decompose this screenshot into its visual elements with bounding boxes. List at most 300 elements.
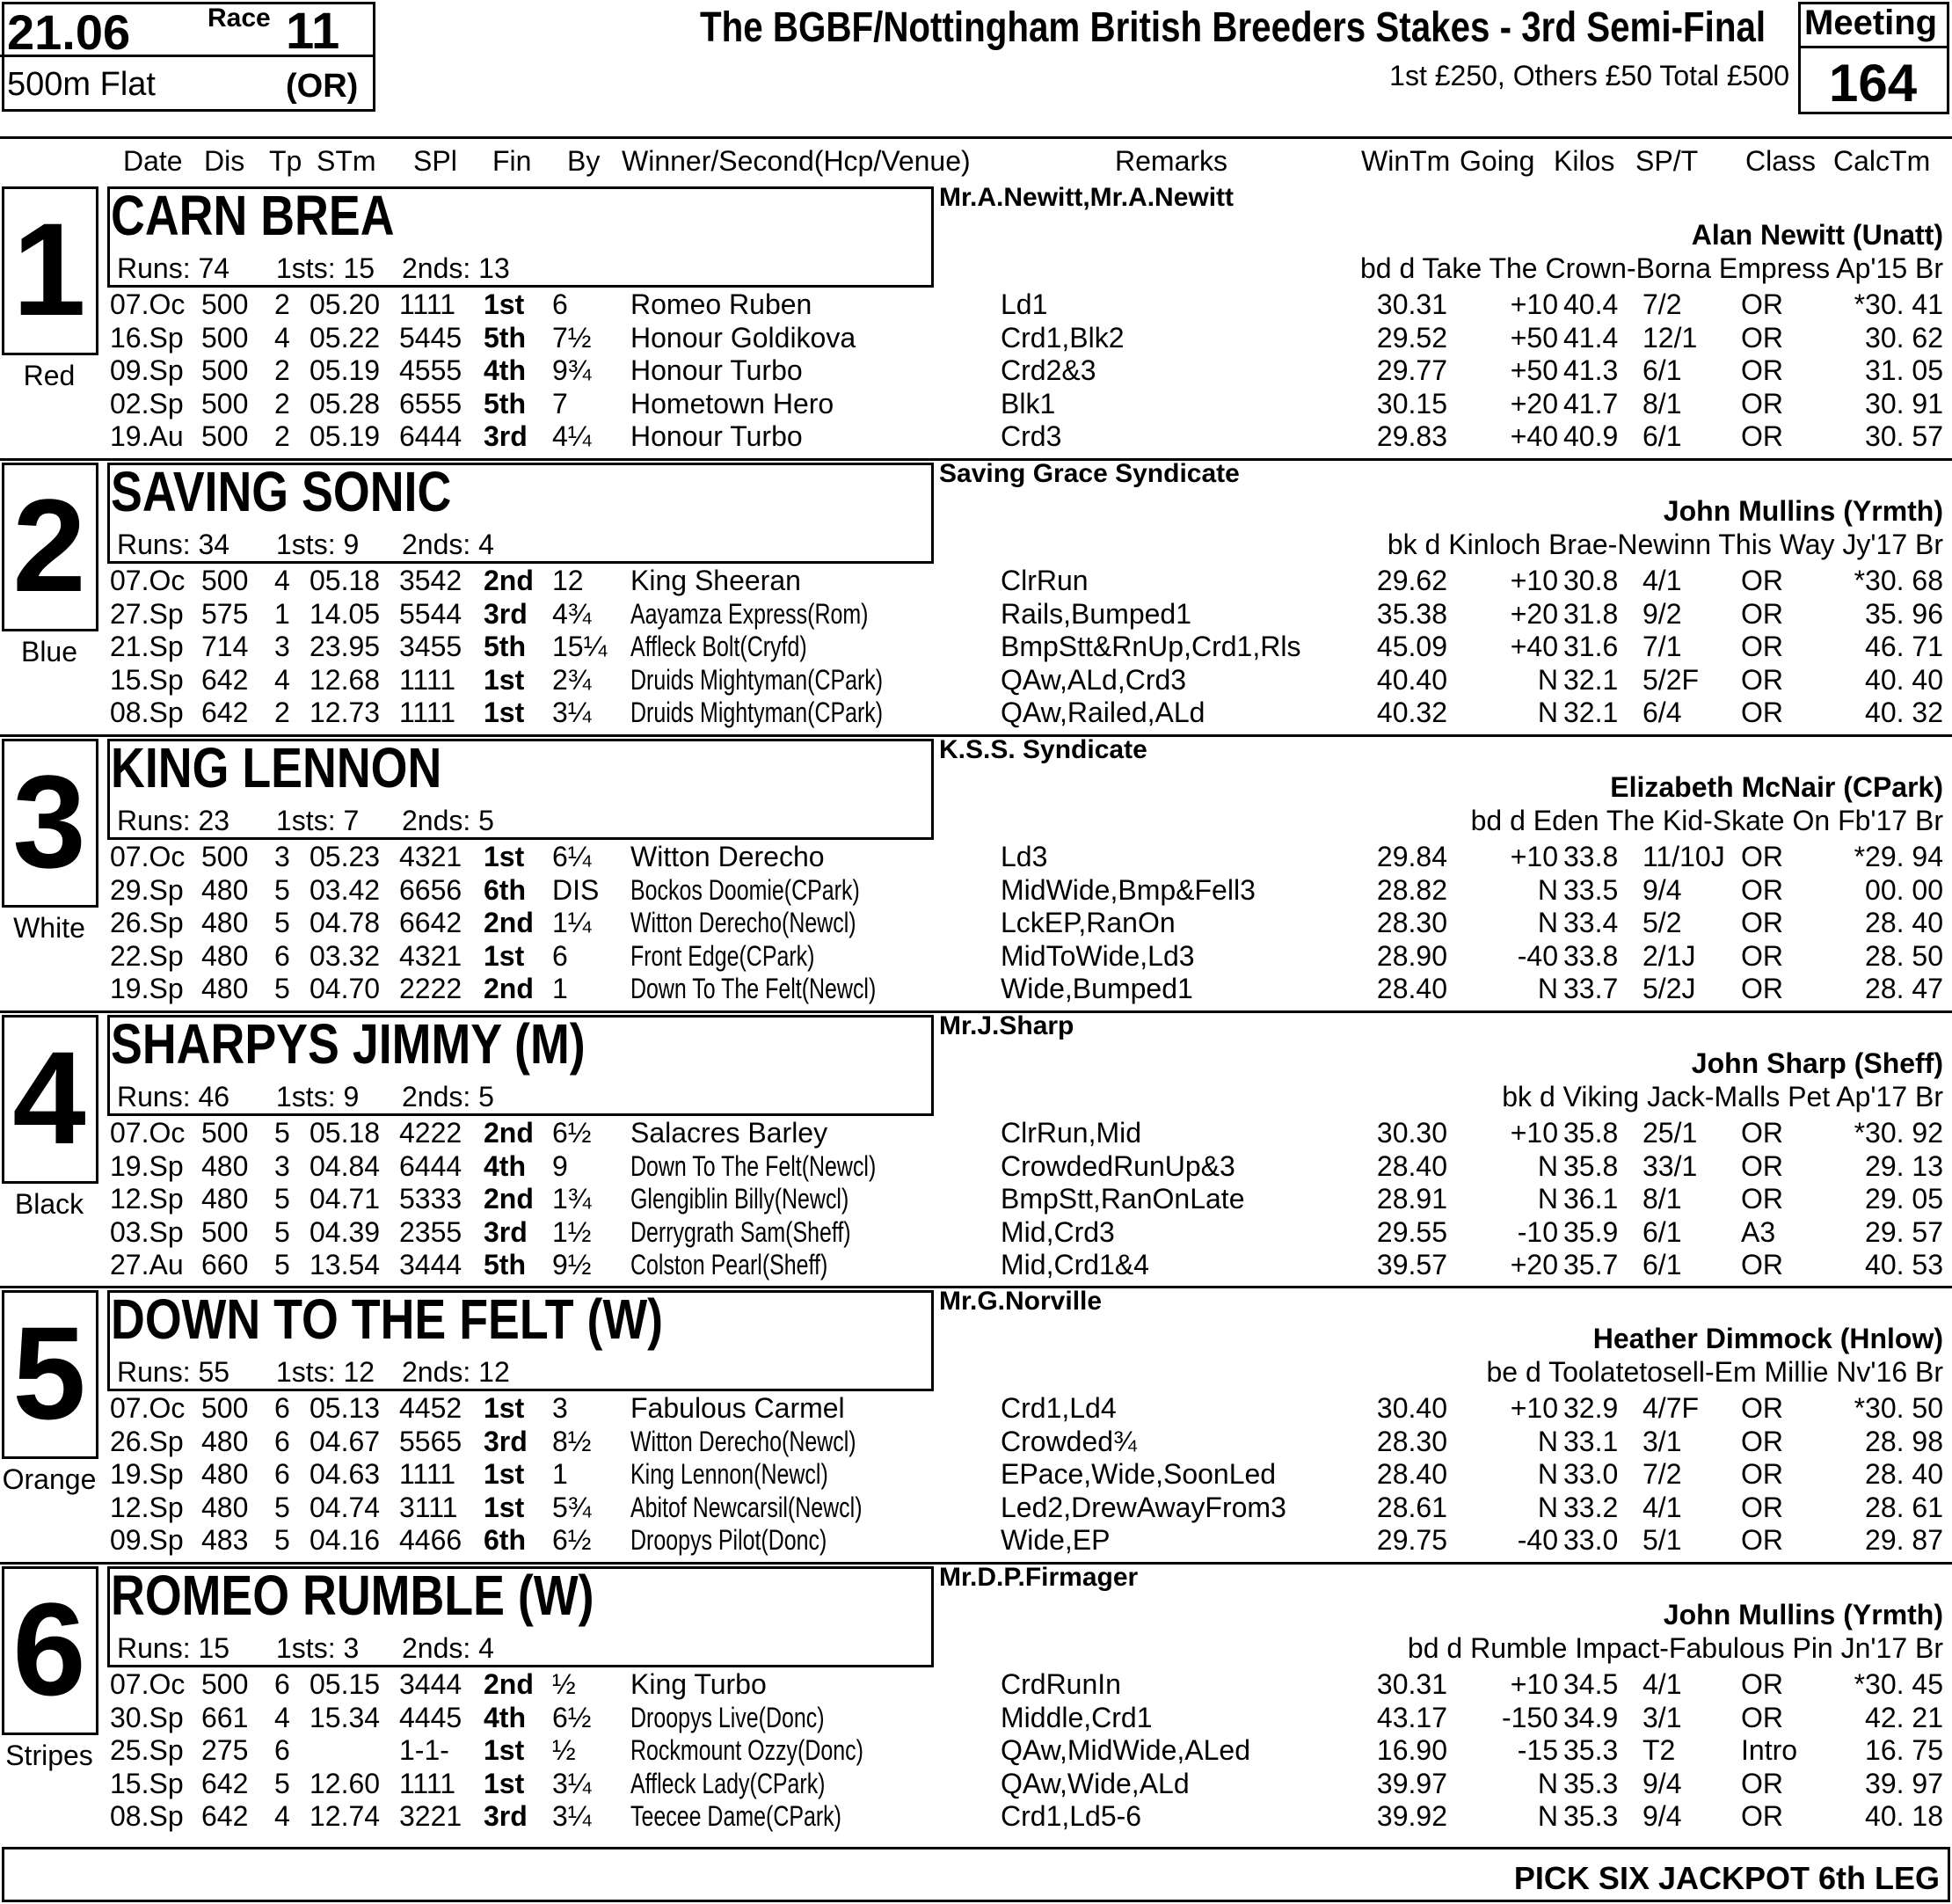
form-date: 07.Oc	[110, 841, 186, 872]
col-spl: SPl	[413, 145, 457, 177]
breeding: bd d Rumble Impact-Fabulous Pin Jn'17 Br	[1407, 1632, 1943, 1664]
form-tp: 5	[274, 1215, 290, 1248]
form-calctm: 29. 13	[1865, 1149, 1943, 1182]
form-winner	[630, 1150, 945, 1183]
breeding: bd d Eden The Kid-Skate On Fb'17 Br	[1470, 805, 1943, 836]
form-class: OR	[1741, 420, 1783, 453]
form-wintm: 45.09	[1376, 631, 1447, 663]
form-winner-text: Bockos Doomie(CPark)	[630, 873, 860, 906]
form-spt: 6/4	[1642, 697, 1682, 729]
form-going: +20	[1510, 387, 1558, 419]
form-stm: 05.13	[310, 1392, 381, 1424]
form-kilos: 32.1	[1563, 697, 1619, 729]
form-class: OR	[1741, 697, 1783, 729]
form-kilos: 35.8	[1563, 1117, 1619, 1149]
form-winner-text: King Lennon(Newcl)	[630, 1458, 828, 1491]
form-winner-text: Droopys Pilot(Donc)	[630, 1524, 827, 1557]
form-calctm: 30. 62	[1865, 321, 1943, 354]
form-going: +10	[1510, 565, 1558, 596]
dog-name-text: CARN BREA	[111, 184, 395, 247]
form-kilos: 33.5	[1563, 873, 1619, 906]
form-date: 08.Sp	[110, 1800, 184, 1833]
form-spl: 4452	[399, 1392, 463, 1424]
form-by: 4¼	[552, 420, 592, 453]
form-remarks: Middle,Crd1	[1001, 1701, 1153, 1733]
form-class: OR	[1741, 1800, 1783, 1833]
form-dis: 661	[201, 1701, 249, 1733]
col-tp: Tp	[269, 145, 302, 177]
form-winner-text: Colston Pearl(Sheff)	[630, 1249, 828, 1281]
trap-colour: White	[13, 912, 85, 944]
breeding: bk d Viking Jack-Malls Pet Ap'17 Br	[1502, 1081, 1943, 1112]
form-spt: 6/1	[1642, 1249, 1682, 1281]
form-class: OR	[1741, 973, 1783, 1005]
form-tp: 5	[274, 973, 290, 1005]
form-stm: 04.84	[310, 1149, 381, 1182]
breeding: bk d Kinloch Brae-Newinn This Way Jy'17 Br	[1387, 529, 1943, 560]
form-spl: 5544	[399, 597, 463, 630]
form-calctm: 28. 47	[1865, 973, 1943, 1005]
form-winner	[630, 1249, 884, 1281]
form-class: A3	[1741, 1215, 1776, 1248]
form-by: 6½	[552, 1117, 592, 1149]
form-stm: 05.22	[310, 321, 381, 354]
form-fin: 2nd	[484, 973, 534, 1005]
form-calctm: 46. 71	[1865, 631, 1943, 663]
form-stm: 04.74	[310, 1491, 381, 1523]
form-dis: 480	[201, 973, 249, 1005]
form-winner	[630, 1734, 929, 1767]
form-wintm: 39.57	[1376, 1249, 1447, 1281]
form-calctm: 28. 40	[1865, 907, 1943, 939]
owner: Mr.G.Norville	[939, 1287, 1103, 1316]
form-class: OR	[1741, 1392, 1783, 1424]
form-winner	[630, 598, 936, 631]
form-stm: 04.16	[310, 1524, 381, 1557]
form-calctm: 40. 32	[1865, 697, 1943, 729]
form-spl: 2222	[399, 973, 463, 1005]
form-winner	[630, 973, 945, 1005]
form-fin: 1st	[484, 1734, 525, 1767]
form-winner: Romeo Ruben	[630, 288, 812, 320]
form-kilos: 35.3	[1563, 1767, 1619, 1799]
meeting-number: 164	[1829, 54, 1918, 113]
race-grade: (OR)	[286, 68, 359, 105]
col-by: By	[567, 145, 601, 177]
form-by: 5¾	[552, 1491, 592, 1523]
form-tp: 6	[274, 939, 290, 972]
owner: Mr.J.Sharp	[939, 1011, 1074, 1040]
form-dis: 480	[201, 1425, 249, 1457]
form-remarks: Wide,Bumped1	[1001, 973, 1193, 1005]
form-tp: 6	[274, 1458, 290, 1491]
trap-number: 6	[12, 1575, 86, 1723]
form-spl: 6555	[399, 387, 463, 419]
form-going: +50	[1510, 354, 1558, 387]
form-class: OR	[1741, 1491, 1783, 1523]
form-going: N	[1537, 1425, 1558, 1457]
form-winner: Honour Goldikova	[630, 321, 856, 354]
trap-colour: Stripes	[5, 1740, 93, 1771]
form-tp: 2	[274, 420, 290, 453]
meeting-divider	[1798, 46, 1949, 48]
form-going: +50	[1510, 321, 1558, 354]
form-dis: 500	[201, 420, 249, 453]
trainer: John Mullins (Yrmth)	[1663, 1599, 1943, 1630]
form-class: OR	[1741, 565, 1783, 596]
form-calctm: *30. 41	[1854, 288, 1943, 320]
form-going: N	[1537, 1183, 1558, 1215]
form-stm: 13.54	[310, 1249, 381, 1281]
form-date: 09.Sp	[110, 1524, 184, 1557]
form-spt: T2	[1642, 1734, 1676, 1767]
form-winner	[630, 1768, 880, 1800]
dog-name-text: DOWN TO THE FELT (W)	[111, 1288, 664, 1351]
form-remarks: ClrRun,Mid	[1001, 1117, 1142, 1149]
footer-text: PICK SIX JACKPOT 6th LEG	[1513, 1860, 1940, 1896]
form-stm: 15.34	[310, 1701, 381, 1733]
form-wintm: 29.55	[1376, 1215, 1447, 1248]
form-fin: 3rd	[484, 597, 528, 630]
form-fin: 4th	[484, 1701, 526, 1733]
form-remarks: Ld3	[1001, 841, 1048, 872]
form-stm: 14.05	[310, 597, 381, 630]
form-calctm: 42. 21	[1865, 1701, 1943, 1733]
form-calctm: 00. 00	[1865, 873, 1943, 906]
form-calctm: 28. 61	[1865, 1491, 1943, 1523]
form-remarks: QAw,MidWide,ALed	[1001, 1734, 1250, 1767]
form-kilos: 33.7	[1563, 973, 1619, 1005]
runs: Runs: 15	[117, 1632, 230, 1664]
form-wintm: 28.61	[1376, 1491, 1447, 1523]
form-dis: 500	[201, 841, 249, 872]
form-spt: 5/2F	[1642, 663, 1700, 696]
trainer: Elizabeth McNair (CPark)	[1610, 771, 1943, 803]
form-remarks: LckEP,RanOn	[1001, 907, 1176, 939]
form-winner-text: Rockmount Ozzy(Donc)	[630, 1734, 863, 1767]
form-going: -40	[1517, 939, 1558, 972]
form-stm: 12.73	[310, 697, 381, 729]
form-remarks: Rails,Bumped1	[1001, 597, 1191, 630]
form-date: 21.Sp	[110, 631, 184, 663]
form-wintm: 40.40	[1376, 663, 1447, 696]
form-winner-text: Witton Derecho(Newcl)	[630, 1425, 856, 1457]
form-by: 6½	[552, 1524, 592, 1557]
form-remarks: Crd1,Ld5-6	[1001, 1800, 1142, 1833]
form-winner: Salacres Barley	[630, 1117, 828, 1149]
form-stm: 05.18	[310, 1117, 381, 1149]
form-calctm: *29. 94	[1854, 841, 1943, 872]
form-fin: 2nd	[484, 1117, 534, 1149]
form-spl: 1111	[399, 1458, 456, 1491]
trainer: Alan Newitt (Unatt)	[1691, 219, 1943, 251]
form-fin: 5th	[484, 387, 526, 419]
form-kilos: 41.7	[1563, 387, 1619, 419]
form-date: 15.Sp	[110, 1767, 184, 1799]
form-wintm: 40.32	[1376, 697, 1447, 729]
form-wintm: 29.83	[1376, 420, 1447, 453]
form-by: 6	[552, 288, 568, 320]
form-calctm: 28. 98	[1865, 1425, 1943, 1457]
form-kilos: 33.4	[1563, 907, 1619, 939]
form-spl: 4321	[399, 841, 463, 872]
col-kilos: Kilos	[1554, 145, 1615, 177]
header-rule	[0, 136, 1952, 139]
form-spt: 8/1	[1642, 1183, 1682, 1215]
trap-number: 3	[12, 748, 86, 895]
col-calctm: CalcTm	[1833, 145, 1931, 177]
form-fin: 1st	[484, 1491, 525, 1523]
form-fin: 5th	[484, 1249, 526, 1281]
form-winner-text: Derrygrath Sam(Sheff)	[630, 1215, 851, 1248]
form-fin: 4th	[484, 1149, 526, 1182]
trap-colour: Red	[23, 360, 76, 391]
form-spl: 5333	[399, 1183, 463, 1215]
seconds: 2nds: 4	[402, 529, 494, 560]
form-fin: 2nd	[484, 565, 534, 596]
form-kilos: 33.0	[1563, 1524, 1619, 1557]
trap-colour: Black	[14, 1188, 84, 1220]
form-class: Intro	[1741, 1734, 1798, 1767]
form-stm: 05.18	[310, 565, 381, 596]
form-date: 07.Oc	[110, 288, 186, 320]
form-remarks: Crd2&3	[1001, 354, 1096, 387]
form-kilos: 34.9	[1563, 1701, 1619, 1733]
form-tp: 3	[274, 841, 290, 872]
form-tp: 4	[274, 663, 290, 696]
form-wintm: 28.30	[1376, 1425, 1447, 1457]
form-dis: 480	[201, 1491, 249, 1523]
form-winner	[630, 1524, 882, 1557]
form-spl: 3455	[399, 631, 463, 663]
form-wintm: 29.77	[1376, 354, 1447, 387]
form-remarks: Crd3	[1001, 420, 1062, 453]
form-going: N	[1537, 973, 1558, 1005]
form-wintm: 30.31	[1376, 288, 1447, 320]
form-wintm: 30.40	[1376, 1392, 1447, 1424]
form-spt: 7/1	[1642, 631, 1682, 663]
form-winner	[630, 1458, 884, 1491]
form-winner-text: Affleck Lady(CPark)	[630, 1767, 826, 1799]
col-fin: Fin	[492, 145, 532, 177]
trap-colour: Blue	[20, 636, 78, 667]
form-remarks: CrowdedRunUp&3	[1001, 1149, 1235, 1182]
form-spl: 3444	[399, 1249, 463, 1281]
form-spt: 6/1	[1642, 354, 1682, 387]
form-tp: 4	[274, 1701, 290, 1733]
form-spt: 3/1	[1642, 1701, 1682, 1733]
form-tp: 4	[274, 1800, 290, 1833]
form-by: 2¾	[552, 663, 592, 696]
form-spl: 1111	[399, 697, 456, 729]
form-date: 30.Sp	[110, 1701, 184, 1733]
form-tp: 6	[274, 1734, 290, 1767]
form-stm: 05.19	[310, 354, 381, 387]
form-by: 15¼	[552, 631, 608, 663]
form-kilos: 33.1	[1563, 1425, 1619, 1457]
form-remarks: Mid,Crd3	[1001, 1215, 1115, 1248]
firsts: 1sts: 7	[276, 805, 360, 836]
form-winner: Witton Derecho	[630, 841, 825, 872]
form-by: 7	[552, 387, 568, 419]
form-calctm: *30. 68	[1854, 565, 1943, 596]
form-spl: 5565	[399, 1425, 463, 1457]
form-stm: 04.63	[310, 1458, 381, 1491]
form-going: N	[1537, 1491, 1558, 1523]
form-going: -150	[1501, 1701, 1558, 1733]
form-dis: 500	[201, 288, 249, 320]
form-dis: 500	[201, 387, 249, 419]
form-remarks: Wide,EP	[1001, 1524, 1111, 1557]
form-winner	[630, 1183, 910, 1215]
form-date: 26.Sp	[110, 907, 184, 939]
form-tp: 5	[274, 1767, 290, 1799]
form-tp: 1	[274, 597, 290, 630]
form-calctm: 29. 05	[1865, 1183, 1943, 1215]
form-going: +10	[1510, 841, 1558, 872]
form-by: 3¼	[552, 697, 592, 729]
form-fin: 2nd	[484, 1668, 534, 1700]
form-calctm: 30. 91	[1865, 387, 1943, 419]
trap-number: 4	[12, 1024, 86, 1171]
form-going: N	[1537, 1800, 1558, 1833]
form-spl: 4555	[399, 354, 463, 387]
form-calctm: 40. 53	[1865, 1249, 1943, 1281]
form-spt: 4/7F	[1642, 1392, 1700, 1424]
form-spl: 1-1-	[399, 1734, 449, 1767]
form-going: +20	[1510, 597, 1558, 630]
form-date: 25.Sp	[110, 1734, 184, 1767]
form-date: 26.Sp	[110, 1425, 184, 1457]
form-fin: 2nd	[484, 907, 534, 939]
form-wintm: 29.62	[1376, 565, 1447, 596]
form-by: 4¾	[552, 597, 592, 630]
form-by: 9½	[552, 1249, 592, 1281]
trap-colour: Orange	[2, 1463, 97, 1495]
form-stm: 04.71	[310, 1183, 381, 1215]
form-class: OR	[1741, 387, 1783, 419]
form-dis: 500	[201, 1392, 249, 1424]
form-spl: 1111	[399, 288, 456, 320]
race-distance: 500m Flat	[7, 66, 156, 103]
form-date: 02.Sp	[110, 387, 184, 419]
form-kilos: 35.8	[1563, 1149, 1619, 1182]
form-tp: 2	[274, 387, 290, 419]
form-wintm: 28.40	[1376, 973, 1447, 1005]
form-spt: 9/2	[1642, 597, 1682, 630]
form-tp: 5	[274, 1183, 290, 1215]
form-wintm: 28.90	[1376, 939, 1447, 972]
form-kilos: 32.1	[1563, 663, 1619, 696]
form-dis: 642	[201, 663, 249, 696]
form-stm: 04.67	[310, 1425, 381, 1457]
form-class: OR	[1741, 1249, 1783, 1281]
form-by: 6½	[552, 1701, 592, 1733]
form-fin: 3rd	[484, 420, 528, 453]
form-kilos: 33.8	[1563, 939, 1619, 972]
form-dis: 500	[201, 321, 249, 354]
form-spt: 5/2J	[1642, 973, 1696, 1005]
form-remarks: CrdRunIn	[1001, 1668, 1121, 1700]
form-kilos: 40.4	[1563, 288, 1619, 320]
col-remarks: Remarks	[1115, 145, 1228, 177]
form-class: OR	[1741, 841, 1783, 872]
form-stm: 05.19	[310, 420, 381, 453]
form-class: OR	[1741, 1117, 1783, 1149]
form-spt: 9/4	[1642, 873, 1682, 906]
form-going: -10	[1517, 1215, 1558, 1248]
form-winner-text: Droopys Live(Donc)	[630, 1701, 825, 1733]
form-fin: 1st	[484, 663, 525, 696]
form-going: N	[1537, 1767, 1558, 1799]
form-dis: 500	[201, 354, 249, 387]
form-date: 19.Sp	[110, 973, 184, 1005]
form-remarks: Crd1,Ld4	[1001, 1392, 1117, 1424]
owner: Mr.A.Newitt,Mr.A.Newitt	[939, 183, 1235, 212]
seconds: 2nds: 12	[402, 1356, 510, 1388]
form-spt: 6/1	[1642, 420, 1682, 453]
form-winner-text: Abitof Newcarsil(Newcl)	[630, 1491, 863, 1523]
form-winner-text: Glengiblin Billy(Newcl)	[630, 1183, 849, 1215]
race-title	[700, 4, 1952, 52]
runs: Runs: 23	[117, 805, 230, 836]
form-kilos: 33.2	[1563, 1491, 1619, 1523]
form-winner	[630, 1492, 928, 1524]
form-winner-text: Aayamza Express(Rom)	[630, 597, 869, 630]
form-by: ½	[552, 1668, 576, 1700]
form-winner	[630, 697, 954, 729]
form-date: 07.Oc	[110, 1392, 186, 1424]
form-class: OR	[1741, 1458, 1783, 1491]
form-calctm: 40. 18	[1865, 1800, 1943, 1833]
dog-name	[111, 735, 505, 800]
form-by: 7½	[552, 321, 592, 354]
form-calctm: 30. 57	[1865, 420, 1943, 453]
form-dis: 480	[201, 1458, 249, 1491]
firsts: 1sts: 9	[276, 529, 360, 560]
form-date: 12.Sp	[110, 1183, 184, 1215]
form-by: 8½	[552, 1425, 592, 1457]
owner: Saving Grace Syndicate	[939, 459, 1240, 488]
form-going: +10	[1510, 1117, 1558, 1149]
form-remarks: MidWide,Bmp&Fell3	[1001, 873, 1256, 906]
form-calctm: 35. 96	[1865, 597, 1943, 630]
form-spt: 11/10J	[1642, 841, 1725, 872]
form-tp: 2	[274, 697, 290, 729]
form-stm: 04.39	[310, 1215, 381, 1248]
trap-number: 1	[12, 195, 86, 343]
form-stm: 05.28	[310, 387, 381, 419]
form-wintm: 28.82	[1376, 873, 1447, 906]
form-by: 3¼	[552, 1767, 592, 1799]
form-remarks: BmpStt,RanOnLate	[1001, 1183, 1245, 1215]
form-spl: 3444	[399, 1668, 463, 1700]
runs: Runs: 74	[117, 252, 230, 284]
form-spt: 3/1	[1642, 1425, 1682, 1457]
firsts: 1sts: 15	[276, 252, 375, 284]
form-dis: 575	[201, 597, 249, 630]
form-fin: 5th	[484, 321, 526, 354]
form-fin: 1st	[484, 288, 525, 320]
form-dis: 714	[201, 631, 249, 663]
owner: Mr.D.P.Firmager	[939, 1563, 1139, 1592]
form-calctm: *30. 50	[1854, 1392, 1943, 1424]
form-wintm: 29.52	[1376, 321, 1447, 354]
form-tp: 5	[274, 873, 290, 906]
form-dis: 500	[201, 1668, 249, 1700]
form-dis: 500	[201, 1117, 249, 1149]
dog-name-text: SHARPYS JIMMY (M)	[111, 1012, 586, 1076]
